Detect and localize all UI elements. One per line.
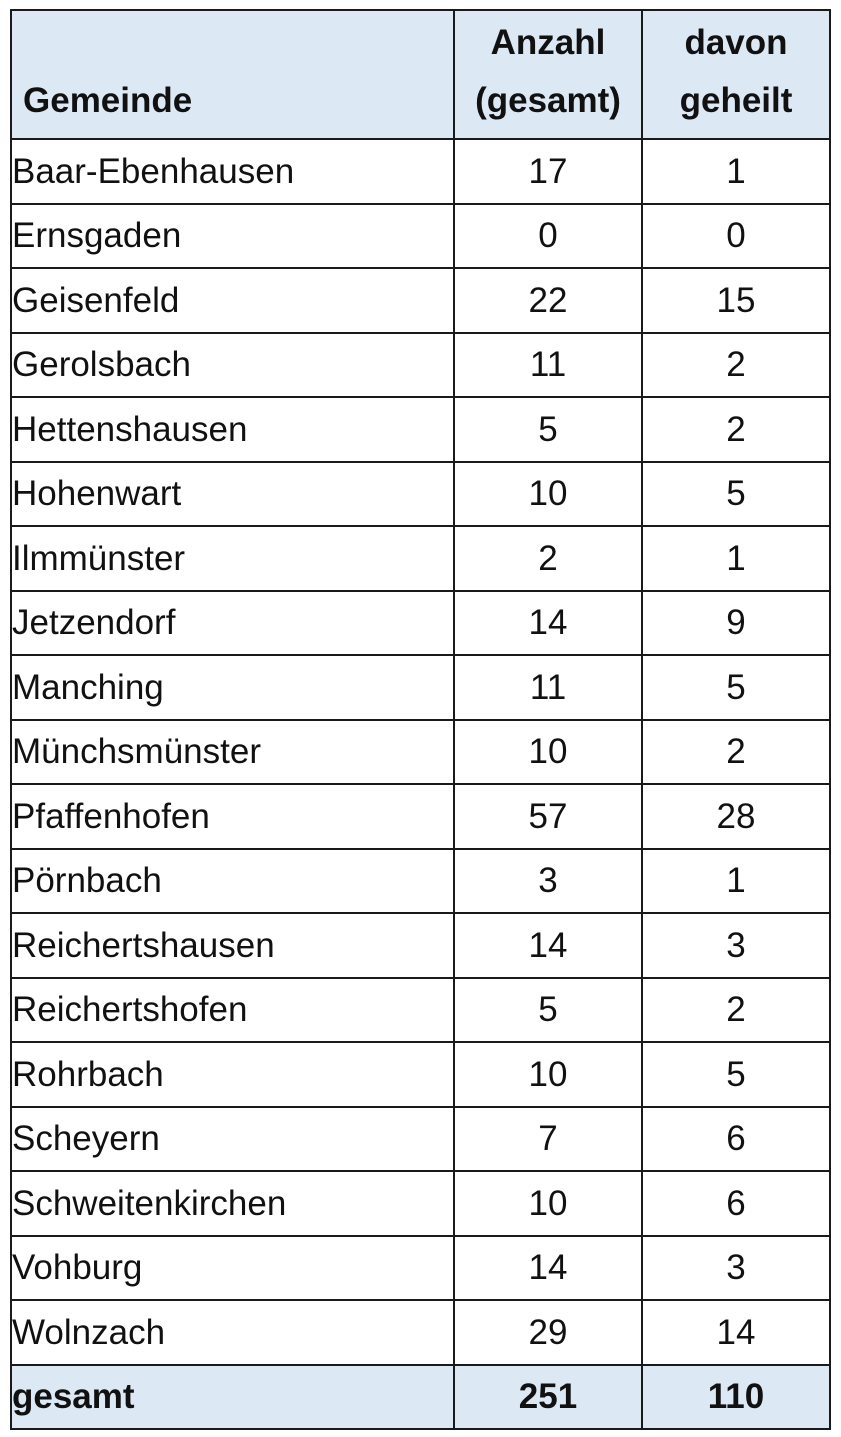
cell-gemeinde: Münchsmünster: [11, 720, 454, 785]
table-row: [11, 333, 830, 398]
table-row: [11, 1107, 830, 1172]
cell-anzahl: 29: [454, 1300, 642, 1365]
cell-geheilt: 5: [642, 462, 830, 527]
cell-geheilt: 1: [642, 849, 830, 914]
cell-anzahl: 57: [454, 784, 642, 849]
cell-anzahl: 11: [454, 333, 642, 398]
table-row: [11, 268, 830, 333]
cell-anzahl: 2: [454, 526, 642, 591]
column-header-anzahl-line2: (gesamt): [475, 81, 621, 120]
cell-gemeinde: Wolnzach: [11, 1300, 454, 1365]
column-header-anzahl-line1: Anzahl: [490, 23, 606, 62]
cell-gemeinde: Manching: [11, 655, 454, 720]
cell-gemeinde: Hohenwart: [11, 462, 454, 527]
table-row: [11, 720, 830, 785]
cell-gemeinde: Baar-Ebenhausen: [11, 139, 454, 204]
cell-geheilt: 2: [642, 333, 830, 398]
cell-geheilt: 2: [642, 720, 830, 785]
cell-gemeinde: Ilmmünster: [11, 526, 454, 591]
cell-geheilt: 5: [642, 1042, 830, 1107]
header-row: [11, 10, 830, 139]
table-row: [11, 655, 830, 720]
cell-gemeinde: Geisenfeld: [11, 268, 454, 333]
cell-gemeinde: Ernsgaden: [11, 204, 454, 269]
cell-gemeinde: Schweitenkirchen: [11, 1171, 454, 1236]
cell-anzahl: 5: [454, 978, 642, 1043]
cell-gemeinde: Hettenshausen: [11, 397, 454, 462]
cell-gemeinde: Reichertshausen: [11, 913, 454, 978]
table-row: [11, 1236, 830, 1301]
cases-table: [10, 9, 831, 1430]
total-label: gesamt: [11, 1365, 454, 1429]
cell-geheilt: 15: [642, 268, 830, 333]
cell-anzahl: 3: [454, 849, 642, 914]
cell-geheilt: 3: [642, 1236, 830, 1301]
cell-geheilt: 3: [642, 913, 830, 978]
column-header-gemeinde-label: Gemeinde: [23, 81, 193, 120]
column-header-geheilt-line2: geheilt: [679, 81, 793, 120]
cell-anzahl: 11: [454, 655, 642, 720]
table-row: [11, 978, 830, 1043]
cell-geheilt: 2: [642, 978, 830, 1043]
cell-anzahl: 7: [454, 1107, 642, 1172]
column-header-gemeinde: [11, 10, 454, 139]
table-row: [11, 1300, 830, 1365]
cell-anzahl: 5: [454, 397, 642, 462]
column-header-geheilt: [642, 10, 830, 139]
cell-anzahl: 10: [454, 462, 642, 527]
cell-anzahl: 10: [454, 1171, 642, 1236]
cell-geheilt: 6: [642, 1171, 830, 1236]
cell-geheilt: 9: [642, 591, 830, 656]
table-row: [11, 591, 830, 656]
table-row: [11, 526, 830, 591]
cell-gemeinde: Gerolsbach: [11, 333, 454, 398]
cell-gemeinde: Rohrbach: [11, 1042, 454, 1107]
cell-gemeinde: Reichertshofen: [11, 978, 454, 1043]
cell-geheilt: 1: [642, 139, 830, 204]
total-geheilt: 110: [642, 1365, 830, 1429]
column-header-anzahl: [454, 10, 642, 139]
table-row: [11, 397, 830, 462]
total-anzahl: 251: [454, 1365, 642, 1429]
cell-gemeinde: Vohburg: [11, 1236, 454, 1301]
cell-geheilt: 0: [642, 204, 830, 269]
table-row: [11, 1171, 830, 1236]
table-row: [11, 849, 830, 914]
cell-anzahl: 10: [454, 720, 642, 785]
cell-gemeinde: Pfaffenhofen: [11, 784, 454, 849]
cell-gemeinde: Jetzendorf: [11, 591, 454, 656]
table-row: [11, 1042, 830, 1107]
cell-anzahl: 22: [454, 268, 642, 333]
table-row: [11, 784, 830, 849]
cell-anzahl: 14: [454, 591, 642, 656]
cell-geheilt: 5: [642, 655, 830, 720]
cell-geheilt: 28: [642, 784, 830, 849]
cell-geheilt: 14: [642, 1300, 830, 1365]
table-row: [11, 462, 830, 527]
total-row: [11, 1365, 830, 1429]
cell-anzahl: 14: [454, 913, 642, 978]
cell-gemeinde: Pörnbach: [11, 849, 454, 914]
table-row: [11, 204, 830, 269]
table-row: [11, 913, 830, 978]
cell-anzahl: 14: [454, 1236, 642, 1301]
cell-anzahl: 17: [454, 139, 642, 204]
table-row: [11, 139, 830, 204]
cell-geheilt: 6: [642, 1107, 830, 1172]
column-header-geheilt-line1: davon: [684, 23, 788, 62]
cell-anzahl: 0: [454, 204, 642, 269]
cell-anzahl: 10: [454, 1042, 642, 1107]
cell-geheilt: 2: [642, 397, 830, 462]
cell-geheilt: 1: [642, 526, 830, 591]
cell-gemeinde: Scheyern: [11, 1107, 454, 1172]
